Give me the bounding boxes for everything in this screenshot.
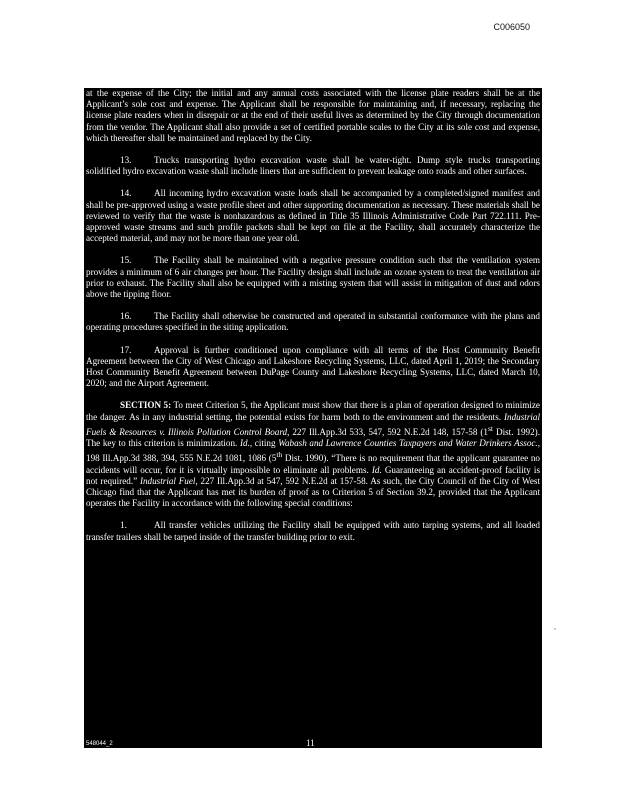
paragraph-14	[86, 188, 540, 244]
section-5-text: Dist. 1992). The key to this criterion is minimization.	[86, 426, 540, 449]
superscript: th	[276, 450, 283, 460]
paragraph-16-number: 16.	[120, 311, 132, 322]
paragraph-15	[86, 255, 540, 300]
document-id: 548044_2	[86, 741, 113, 747]
paragraph-14-number: 14.	[120, 188, 132, 199]
section-5-text: , 227 Ill.App.3d 533, 547, 592 N.E.2d 148, 157-58 (1	[287, 426, 488, 437]
paragraph-14-text: All incoming hydro excavation waste loads shall be accompanied by a completed/signed manifest and shall be pre-approved using a waste profile sheet and other supporting documentation as necessary. These materials shall be reviewed to verify that the waste is nonhazardous as defined in Title 35 Illinois Administrative Code Part 722.111. Pre-approved waste streams and such profile packets shall be kept on file at the Facility, shall accurately characterize the accepted material, and may not be more than one year old.	[86, 188, 540, 244]
condition-1-number: 1.	[120, 520, 127, 531]
section-5-text: Dist. 1990). “There is no requirement that the applicant guarantee no accidents will occur, for it is virtually impossible to eliminate all problems.	[86, 453, 540, 475]
section-5-paragraph	[86, 400, 540, 509]
section-5-text: Guaranteeing an accident-proof facility is not required.”	[86, 464, 540, 486]
paragraph-13	[86, 155, 540, 177]
case-citation: Id.	[371, 464, 382, 475]
paragraph-17-number: 17.	[120, 344, 132, 355]
condition-1	[86, 520, 540, 542]
section-5-text: , 227 Ill.App.3d at 547, 592 N.E.2d at 157-58. As such, the City Council of the City of West Chicago find that the Applicant has met its burden of proof as to Criterion 5 of Section 39.2, provided that the Applicant operates the Facility in accordance with the following special conditions:	[86, 475, 540, 509]
paragraph-17	[86, 345, 540, 390]
section-5-text: To meet Criterion 5, the Applicant must show that there is a plan of operation designed to minimize the danger. As in any industrial setting, the potential exists for harm both to the environment and the residents.	[86, 400, 540, 422]
paragraph-16	[86, 311, 540, 333]
section-5-heading: SECTION 5:	[120, 400, 172, 411]
document-page-body	[84, 88, 542, 748]
case-citation: Wabash and Lawrence Counties Taxpayers and Water Drinkers Assoc.	[278, 438, 538, 449]
condition-1-text: All transfer vehicles utilizing the Facility shall be equipped with auto tarping systems, and all loaded transfer trailers shall be tarped inside of the transfer building prior to exit.	[86, 520, 540, 542]
scan-speck	[554, 628, 556, 630]
section-5-text: , 198 Ill.App.3d 388, 394, 555 N.E.2d 1081, 1086 (5	[86, 438, 540, 464]
paragraph-intro: at the expense of the City; the initial and any annual costs associated with the license plate readers shall be at the Applicant’s sole cost and expense. The Applicant shall be responsible for maintaining and, if necessary, replacing the license plate readers when in disrepair or at the end of their useful lives as determined by the City through documentation from the vendor. The Applicant shall also provide a set of certified portable scales to the City at its sole cost and expense, which thereafter shall be maintained and replaced by the City.	[86, 88, 540, 143]
paragraph-15-number: 15.	[120, 255, 132, 266]
paragraph-15-text: The Facility shall be maintained with a negative pressure condition such that the ventilation system provides a minimum of 6 air changes per hour. The Facility design shall include an ozone system to treat the ventilation air prior to exhaust. The Facility shall also be equipped with a misting system that will assist in mitigation of dust and odors above the tipping floor.	[86, 255, 540, 300]
section-5-text: , citing	[249, 438, 279, 449]
paragraph-13-text: Trucks transporting hydro excavation waste shall be water-tight. Dump style trucks transporting solidified hydro excavation waste shall include liners that are sufficient to prevent leakage onto roads and other surfaces.	[86, 155, 540, 177]
case-citation: Id.	[239, 438, 250, 449]
paragraph-16-text: The Facility shall otherwise be constructed and operated in substantial conformance with the plans and operating procedures specified in the siting application.	[86, 311, 540, 333]
case-citation: Industrial Fuel	[139, 475, 196, 486]
bates-number: C006050	[493, 22, 530, 32]
page-number: 11	[306, 738, 315, 748]
superscript: st	[487, 423, 494, 433]
paragraph-17-text: Approval is further conditioned upon compliance with all terms of the Host Community Benefit Agreement between the City of West Chicago and Lakeshore Recycling Systems, LLC, dated April 1, 2019; the Secondary Host Community Benefit Agreement between DuPage County and Lakeshore Recycling Systems, LLC, dated March 10, 2020; and the Airport Agreement.	[86, 344, 540, 389]
case-citation: Industrial Fuels & Resources v. Illinois Pollution Control Board	[86, 411, 540, 437]
paragraph-13-number: 13.	[120, 155, 132, 166]
